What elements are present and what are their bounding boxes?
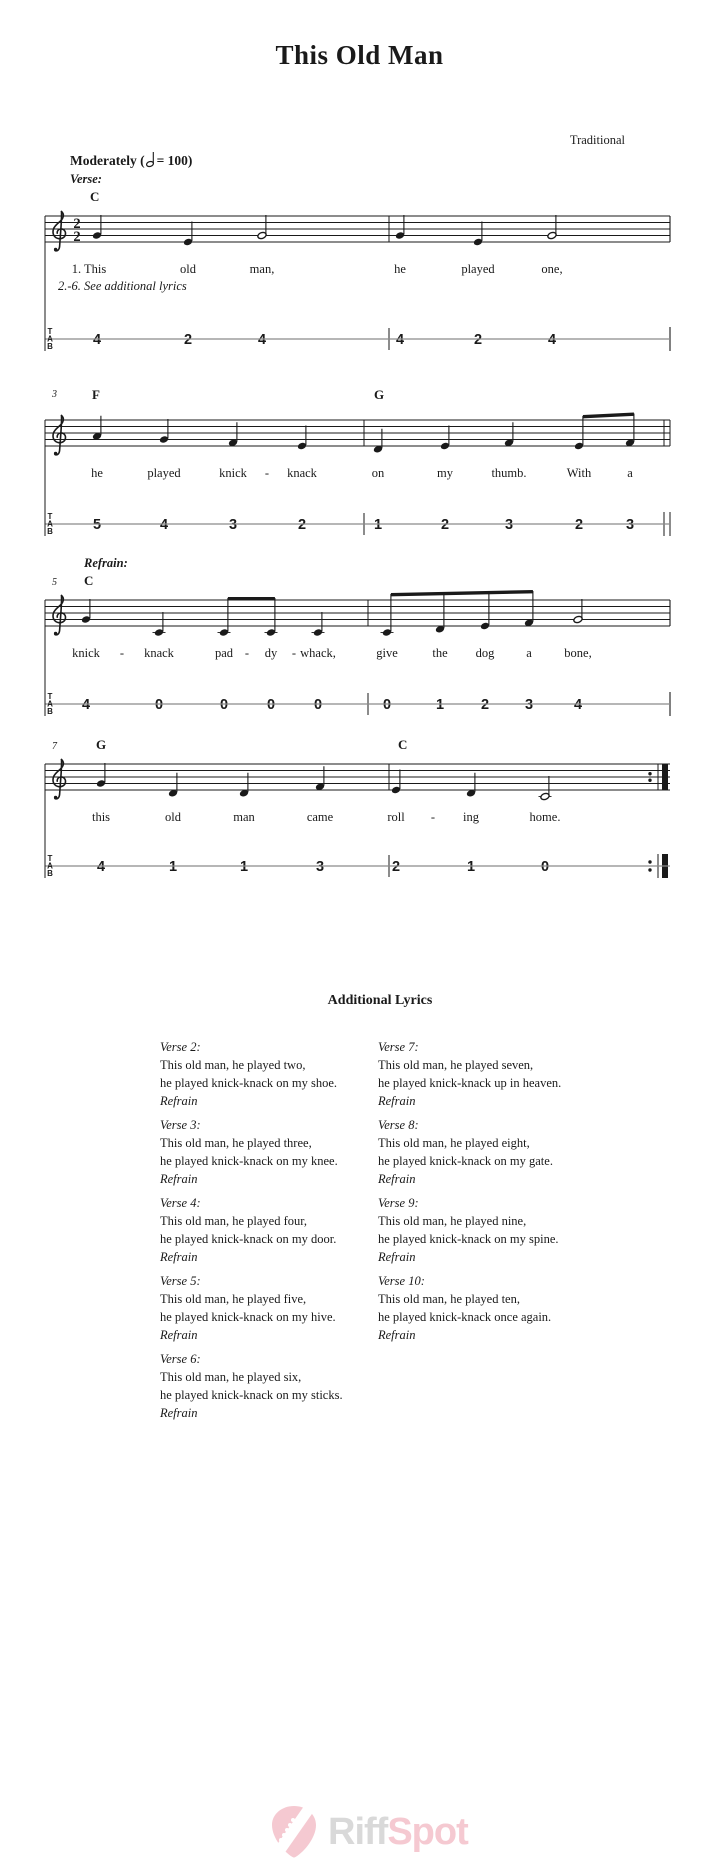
tab-staff-label: T — [47, 854, 53, 863]
lyric-syllable: the — [432, 646, 448, 660]
tempo-value: = 100) — [156, 153, 193, 168]
text-label: 0 — [382, 697, 392, 713]
verse-block — [378, 1038, 588, 1110]
note-G4-h — [547, 215, 557, 240]
verse-refrain-note: Refrain — [160, 1172, 198, 1186]
note-D4-q — [239, 773, 249, 798]
tab-staff-label: B — [47, 869, 53, 879]
staff-lines — [45, 420, 670, 446]
eighth-note-beam — [228, 597, 275, 600]
additional-lyrics-column-right — [378, 1038, 588, 1350]
verse-block — [160, 1194, 370, 1266]
time-signature — [73, 216, 80, 245]
treble-clef-icon — [53, 212, 65, 252]
lyric-syllable: dog — [475, 646, 495, 660]
verse-line: he played knick-knack on my knee. — [160, 1154, 338, 1168]
verse-block — [378, 1272, 588, 1344]
lyric-hyphen: - — [291, 646, 297, 660]
text-label: 4 — [573, 697, 583, 713]
verse-refrain-note: Refrain — [160, 1328, 198, 1342]
lyric-syllable: came — [306, 810, 334, 824]
verse-label: Verse 5: — [160, 1274, 201, 1288]
verse-line: This old man, he played seven, — [378, 1058, 534, 1072]
lyric-syllable: thumb. — [491, 466, 527, 480]
note-E4-q — [391, 770, 401, 795]
text-label: 2 — [440, 517, 450, 533]
verse-refrain-note: Refrain — [378, 1250, 416, 1264]
music-system-1 — [45, 172, 670, 351]
lyric-syllable: he — [91, 466, 103, 480]
text-label: 4 — [547, 332, 557, 348]
tab-staff-label: A — [47, 519, 53, 529]
text-label: 0 — [540, 859, 550, 875]
verse-refrain-note: Refrain — [160, 1094, 198, 1108]
tab-staff-label: T — [47, 327, 53, 336]
text-label: 3 — [524, 697, 534, 713]
verse-label: Verse 8: — [378, 1118, 419, 1132]
lyric-syllable: knick — [219, 466, 247, 480]
verse-refrain-note: Refrain — [378, 1094, 416, 1108]
note-D4-q — [373, 429, 383, 454]
note-G4-h — [573, 599, 583, 624]
text-label: 2 — [473, 332, 483, 348]
note-G4-q — [395, 215, 405, 240]
text-label: 1 — [239, 859, 249, 875]
page-title: This Old Man — [275, 40, 444, 70]
lyric-hyphen: - — [244, 646, 250, 660]
section-label: Refrain: — [84, 556, 128, 570]
note-G4-q — [96, 763, 106, 788]
text-label: 1 — [168, 859, 178, 875]
verse-reference-note: 2.-6. See additional lyrics — [58, 279, 187, 293]
lyric-syllable: a — [526, 646, 532, 660]
note-F4-q — [504, 422, 514, 447]
verse-label: Verse 9: — [378, 1196, 419, 1210]
note-F4-q — [228, 422, 238, 447]
verse-line: This old man, he played nine, — [378, 1214, 527, 1228]
note-D4-q — [466, 773, 476, 798]
lyric-syllable: he — [394, 262, 406, 276]
lyric-hyphen: - — [430, 810, 436, 824]
note-E4-q — [440, 426, 450, 451]
note-C4-e — [218, 598, 231, 637]
verse-label: Verse 3: — [160, 1118, 201, 1132]
lyric-syllable: one, — [541, 262, 563, 276]
verse-line: This old man, he played ten, — [378, 1292, 520, 1306]
tab-staff — [45, 327, 670, 351]
verse-refrain-note: Refrain — [378, 1328, 416, 1342]
lyric-syllable: old — [165, 810, 181, 824]
lyric-syllable: my — [437, 466, 453, 480]
note-A4-q — [92, 416, 102, 441]
verse-line: he played knick-knack on my hive. — [160, 1310, 336, 1324]
note-F4-q — [315, 766, 325, 791]
text-label: 0 — [266, 697, 276, 713]
text-label: 5 — [92, 517, 102, 533]
verse-line: This old man, he played six, — [160, 1370, 302, 1384]
lyric-syllable: ing — [463, 810, 479, 824]
verse-line: This old man, he played three, — [160, 1136, 312, 1150]
verse-line: he played knick-knack on my door. — [160, 1232, 337, 1246]
treble-clef-icon — [53, 416, 65, 456]
note-C4-h — [539, 776, 552, 801]
lyric-syllable: With — [566, 466, 592, 480]
brand-spot: Spot — [387, 1810, 468, 1853]
note-G4-q — [159, 419, 169, 444]
measure-number: 5 — [52, 577, 57, 588]
lyric-syllable: roll — [387, 810, 405, 824]
verse-block — [378, 1116, 588, 1188]
measure-number: 7 — [52, 741, 57, 752]
verse-block — [160, 1038, 370, 1110]
text-label: 2 — [391, 859, 401, 875]
lyric-syllable: bone, — [564, 646, 592, 660]
lyric-syllable: a — [627, 466, 633, 480]
note-C4-q — [312, 612, 325, 637]
text-label: 3 — [228, 517, 238, 533]
note-C4-q — [153, 612, 166, 637]
chord-label: G — [96, 737, 107, 752]
lyric-hyphen: - — [264, 466, 270, 480]
note-C4-e — [265, 598, 278, 637]
tab-staff-label: B — [47, 342, 53, 352]
note-F4-e — [625, 414, 635, 448]
verse-block — [378, 1194, 588, 1266]
lyric-syllable: 1. This — [71, 262, 107, 276]
additional-lyrics-heading: Additional Lyrics — [327, 993, 433, 1008]
text-label: 3 — [315, 859, 325, 875]
note-E4-q — [473, 222, 483, 247]
lyric-syllable: knack — [144, 646, 174, 660]
music-system-2 — [45, 387, 670, 536]
verse-line: This old man, he played two, — [160, 1058, 306, 1072]
lyric-syllable: man — [233, 810, 255, 824]
note-G4-q — [81, 599, 91, 624]
lyric-syllable: whack, — [300, 646, 336, 660]
text-label: 1 — [466, 859, 476, 875]
lyric-syllable: played — [147, 466, 181, 480]
text-label: 4 — [395, 332, 405, 348]
tab-staff-label: T — [47, 512, 53, 521]
treble-clef-icon — [53, 760, 65, 800]
music-notation — [0, 0, 719, 920]
verse-line: This old man, he played four, — [160, 1214, 308, 1228]
tab-staff-label: B — [47, 527, 53, 537]
verse-refrain-note: Refrain — [378, 1172, 416, 1186]
tab-staff-label: A — [47, 861, 53, 871]
text-label: 2 — [480, 697, 490, 713]
verse-line: This old man, he played five, — [160, 1292, 307, 1306]
tab-staff-label: A — [47, 699, 53, 709]
text-label: 2 — [73, 216, 81, 233]
verse-label: Verse 10: — [378, 1274, 425, 1288]
verse-label: Verse 2: — [160, 1040, 201, 1054]
note-E4-q — [297, 426, 307, 451]
verse-block — [160, 1350, 370, 1422]
verse-line: he played knick-knack up in heaven. — [378, 1076, 562, 1090]
verse-refrain-note: Refrain — [160, 1250, 198, 1264]
verse-line: he played knick-knack on my spine. — [378, 1232, 559, 1246]
lyric-syllable: dy — [264, 646, 278, 660]
eighth-note-beam — [583, 413, 634, 419]
verse-line: he played knick-knack once again. — [378, 1310, 552, 1324]
chord-label: C — [398, 737, 408, 752]
lyric-syllable: knack — [287, 466, 317, 480]
verse-line: he played knick-knack on my sticks. — [160, 1388, 343, 1402]
text-label: 2 — [183, 332, 193, 348]
text-label: 1 — [373, 517, 383, 533]
chord-label: G — [374, 387, 385, 402]
text-label: 4 — [96, 859, 106, 875]
lyric-syllable: knick — [72, 646, 100, 660]
lyric-syllable: played — [461, 262, 495, 276]
staff-lines — [45, 216, 670, 242]
lyric-syllable: home. — [529, 810, 561, 824]
lyric-syllable: on — [371, 466, 385, 480]
text-label: 4 — [92, 332, 102, 348]
tab-staff — [45, 854, 670, 878]
tempo-paren-open: ( — [140, 153, 145, 168]
text-label: 4 — [159, 517, 169, 533]
verse-line: he played knick-knack on my shoe. — [160, 1076, 338, 1090]
lyric-syllable: old — [180, 262, 196, 276]
chord-label: F — [92, 387, 100, 402]
note-E4-e — [480, 592, 490, 630]
composer-credit: Traditional — [569, 133, 625, 147]
text-label: 0 — [313, 697, 323, 713]
lyric-syllable: pad — [214, 646, 234, 660]
text-label: 0 — [219, 697, 229, 713]
note-E4-q — [183, 222, 193, 247]
lyric-syllable: man, — [249, 262, 275, 276]
verse-line: This old man, he played eight, — [378, 1136, 530, 1150]
music-system-4 — [45, 737, 670, 878]
additional-lyrics-column-left — [160, 1038, 370, 1428]
verse-label: Verse 6: — [160, 1352, 201, 1366]
music-system-3 — [45, 556, 670, 716]
section-label: Verse: — [70, 172, 102, 186]
note-G4-h — [257, 215, 267, 240]
tab-staff-label: B — [47, 707, 53, 717]
staff-lines — [45, 764, 670, 790]
verse-refrain-note: Refrain — [160, 1406, 198, 1420]
verse-block — [160, 1116, 370, 1188]
verse-label: Verse 7: — [378, 1040, 419, 1054]
measure-number: 3 — [52, 389, 57, 400]
guitar-pick-icon — [268, 1804, 320, 1860]
text-label: 2 — [574, 517, 584, 533]
note-G4-q — [92, 215, 102, 240]
text-label: 3 — [504, 517, 514, 533]
text-label: 4 — [257, 332, 267, 348]
lyric-syllable: give — [376, 646, 398, 660]
treble-clef-icon — [53, 596, 65, 636]
note-F4-e — [524, 591, 534, 627]
verse-label: Verse 4: — [160, 1196, 201, 1210]
brand-riff: Riff — [328, 1810, 388, 1853]
brand-wordmark — [328, 1811, 468, 1854]
text-label: 1 — [435, 697, 445, 713]
tab-staff-label: A — [47, 334, 53, 344]
eighth-note-beam — [391, 590, 533, 596]
verse-block — [160, 1272, 370, 1344]
text-label: 2 — [297, 517, 307, 533]
lyric-syllable: this — [91, 810, 111, 824]
note-D4-q — [168, 773, 178, 798]
chord-label: C — [84, 573, 94, 588]
footer-logo — [268, 1804, 468, 1860]
tab-staff-label: T — [47, 692, 53, 701]
verse-line: he played knick-knack on my gate. — [378, 1154, 553, 1168]
text-label: 4 — [81, 697, 91, 713]
tempo-label: Moderately — [70, 153, 137, 168]
text-label: 3 — [625, 517, 635, 533]
chord-label: C — [90, 189, 100, 204]
text-label: 2 — [73, 229, 81, 246]
text-label: 0 — [154, 697, 164, 713]
lyric-hyphen: - — [119, 646, 125, 660]
